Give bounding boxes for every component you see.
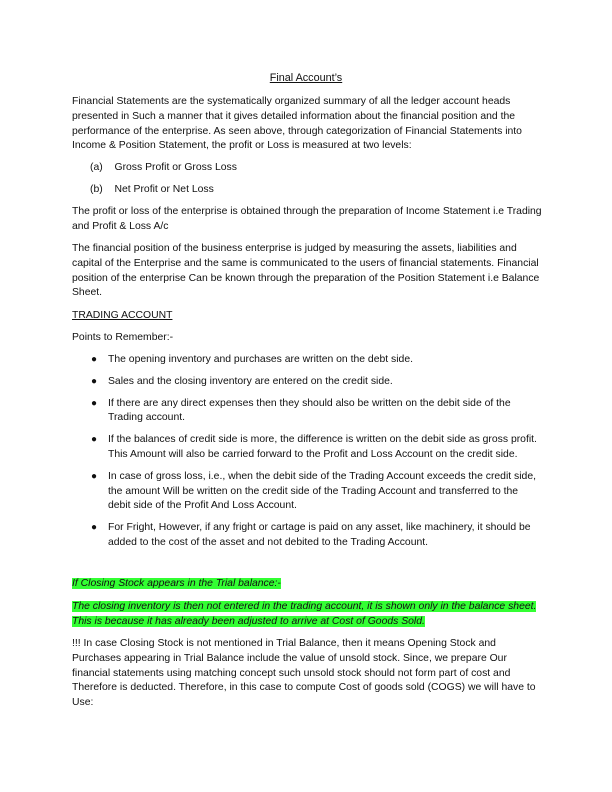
highlight-paragraph — [72, 600, 542, 630]
list-item — [72, 470, 542, 514]
bullet-icon: ● — [91, 434, 98, 446]
trading-account-heading: TRADING ACCOUNT — [72, 310, 173, 321]
bullet-icon: ● — [91, 522, 98, 534]
list-item — [72, 397, 542, 427]
bullet-icon: ● — [91, 470, 98, 482]
position-paragraph: The financial position of the business enterprise is judged by measuring the assets, liabilities and capital of the Enterprise and the same is communicated to the users of financial statements. Financial position of the enterprise Can be known through the preparation of the Position Statement i.e Balance Sheet. — [72, 243, 540, 299]
points-heading: Points to Remember:- — [72, 332, 174, 343]
list-item-text: In case of gross loss, i.e., when the debit side of the Trading Account exceeds the credit side, the amount Will be written on the credit side of the Trading Account and transferred to the debit side of the Profit And Loss Account. — [108, 470, 536, 512]
closing-stock-paragraph: !!! In case Closing Stock is not mentioned in Trial Balance, then it means Opening Stock and Purchases appearing in Trial Balance include the value of unsold stock. Since, we prepare Our financial statements using matching concept such unsold stock should not form part of cost and Therefore is deducted. Therefore, in this case to compute Cost of goods sold (COGS) we will have to Use: — [72, 638, 536, 709]
list-item-text: Sales and the closing inventory are entered on the credit side. — [108, 375, 393, 387]
list-item — [72, 433, 542, 463]
list-item — [72, 521, 542, 551]
list-item-text: If the balances of credit side is more, the difference is written on the debit side as gross profit. This Amount will also be carried forward to the Profit and Loss Account on the credit side. — [108, 434, 537, 460]
list-item — [72, 375, 542, 390]
list-item-text: The opening inventory and purchases are written on the debt side. — [108, 354, 413, 365]
page-title: Final Account’s — [269, 72, 343, 84]
level-marker: (b) — [90, 184, 103, 195]
list-item-text: For Fright, However, if any fright or cartage is paid on any asset, like machinery, it should be added to the cost of the asset and not debited to the Trading Account. — [108, 522, 531, 548]
highlight-paragraph-text: The closing inventory is then not entered in the trading account, it is shown only in the balance sheet. This is because it has already been adjusted to arrive at Cost of Goods Sold. — [72, 601, 537, 627]
points-list — [72, 353, 542, 551]
highlight-heading-text: If Closing Stock appears in the Trial balance:- — [72, 578, 281, 589]
bullet-icon: ● — [91, 354, 98, 365]
level-marker: (a) — [90, 162, 103, 173]
level-text: Net Profit or Net Loss — [114, 184, 214, 195]
list-item-text: If there are any direct expenses then they should also be written on the debit side of the Trading account. — [108, 397, 511, 424]
bullet-icon: ● — [91, 375, 98, 387]
intro-paragraph: Financial Statements are the systematically organized summary of all the ledger account heads presented in Such a manner that it gives detailed information about the financial position and the performance of the enterprise. As seen above, through categorization of Financial Statements into Income & Position Statement, the profit or Loss is measured at two levels: — [72, 96, 522, 152]
level-item-a — [90, 161, 237, 176]
highlight-heading — [72, 577, 542, 592]
profit-paragraph: The profit or loss of the enterprise is obtained through the preparation of Income Statement i.e Trading and Profit & Loss A/c — [72, 206, 542, 232]
bullet-icon: ● — [91, 397, 98, 409]
level-text: Gross Profit or Gross Loss — [114, 162, 237, 173]
list-item — [72, 353, 542, 368]
level-item-b — [90, 183, 214, 198]
